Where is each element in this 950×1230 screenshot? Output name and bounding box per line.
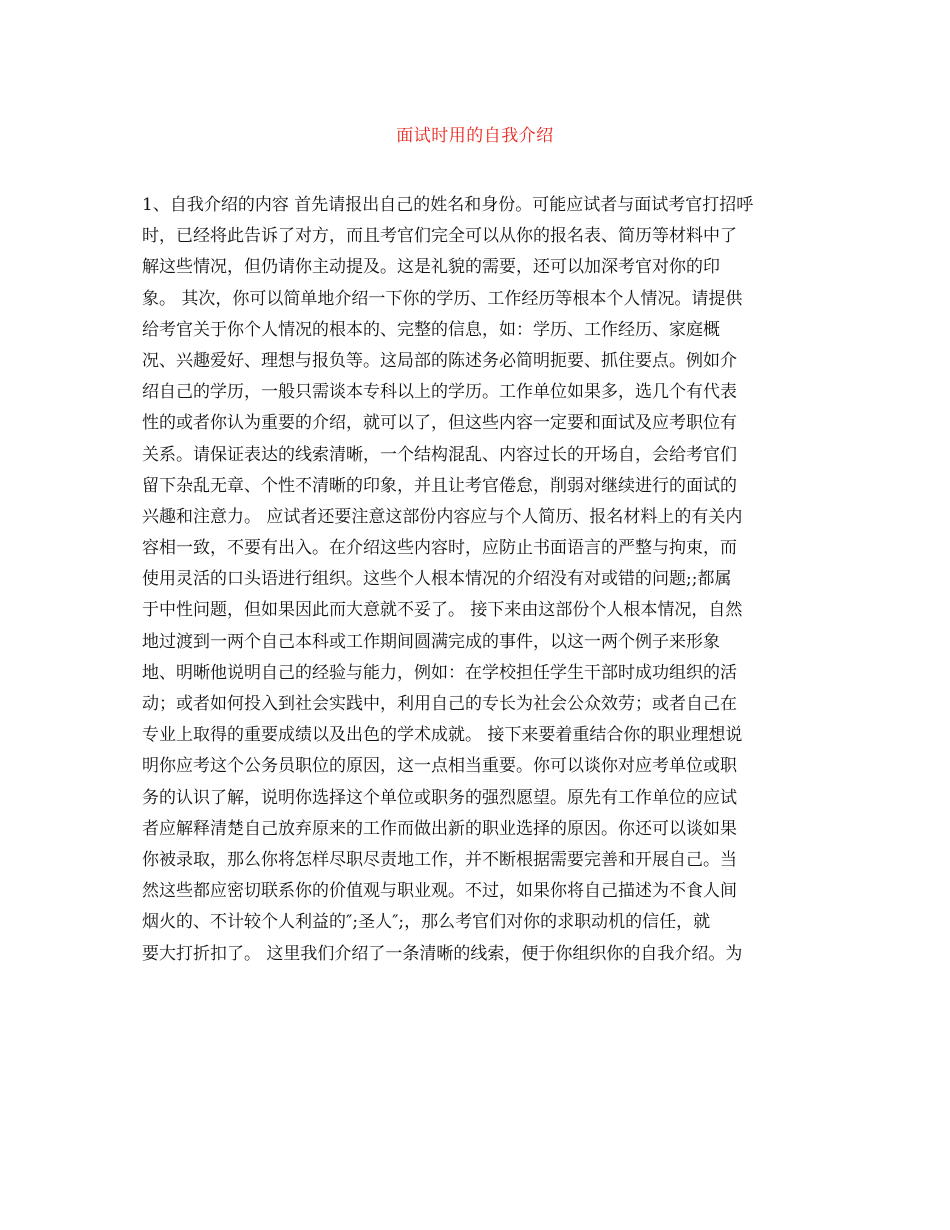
- body-line: 地过渡到一两个自己本科或工作期间圆满完成的事件，以这一两个例子来形象: [142, 631, 720, 652]
- body-line: 者应解释清楚自己放弃原来的工作而做出新的职业选择的原因。你还可以谈如果: [142, 818, 737, 839]
- body-line: 性的或者你认为重要的介绍，就可以了，但这些内容一定要和面试及应考职位有: [142, 413, 737, 434]
- page-title: 面试时用的自我介绍: [396, 126, 554, 146]
- body-line: 留下杂乱无章、个性不清晰的印象，并且让考官倦怠，削弱对继续进行的面试的: [142, 475, 737, 496]
- body-line: 使用灵活的口头语进行组织。这些个人根本情况的介绍没有对或错的问题;;都属: [142, 569, 732, 590]
- body-line: 况、兴趣爱好、理想与报负等。这局部的陈述务必简明扼要、抓住要点。例如介: [142, 350, 737, 371]
- body-line: 动；或者如何投入到社会实践中，利用自己的专长为社会公众效劳；或者自己在: [142, 694, 737, 714]
- body-line: 解这些情况，但仍请你主动提及。这是礼貌的需要，还可以加深考官对你的印: [142, 257, 720, 278]
- body-line: 关系。请保证表达的线索清晰，一个结构混乱、内容过长的开场自，会给考官们: [142, 444, 737, 465]
- body-line: 兴趣和注意力。 应试者还要注意这部份内容应与个人简历、报名材料上的有关内: [142, 506, 743, 527]
- body-line: 明你应考这个公务员职位的原因，这一点相当重要。你可以谈你对应考单位或职: [142, 756, 737, 777]
- body-line: 然这些都应密切联系你的价值观与职业观。不过，如果你将自己描述为不食人间: [142, 881, 737, 902]
- body-line: 绍自己的学历，一般只需谈本专科以上的学历。工作单位如果多，选几个有代表: [142, 382, 737, 403]
- body-line: 要大打折扣了。 这里我们介绍了一条清晰的线索，便于你组织你的自我介绍。为: [142, 943, 743, 964]
- body-line: 象。 其次，你可以简单地介绍一下你的学历、工作经历等根本个人情况。请提供: [142, 288, 743, 309]
- body-line: 烟火的、不计较个人利益的″;圣人″;，那么考官们对你的求职动机的信任，就: [142, 912, 711, 933]
- body-line: 专业上取得的重要成绩以及出色的学术成就。 接下来要着重结合你的职业理想说: [142, 725, 743, 746]
- body-line: 时，已经将此告诉了对方，而且考官们完全可以从你的报名表、简历等材料中了: [142, 226, 737, 247]
- body-line: 容相一致，不要有出入。在介绍这些内容时，应防止书面语言的严整与拘束，而: [142, 538, 737, 559]
- body-line: 于中性问题，但如果因此而大意就不妥了。 接下来由这部份个人根本情况，自然: [142, 600, 743, 621]
- body-line: 地、明晰他说明自己的经验与能力，例如：在学校担任学生干部时成功组织的活: [142, 662, 737, 683]
- body-line: 你被录取，那么你将怎样尽职尽责地工作，并不断根据需要完善和开展自己。当: [142, 849, 737, 870]
- body-line: 务的认识了解，说明你选择这个单位或职务的强烈愿望。原先有工作单位的应试: [142, 787, 737, 808]
- body-line: 给考官关于你个人情况的根本的、完整的信息，如：学历、工作经历、家庭概: [142, 319, 720, 340]
- body-text: [142, 190, 810, 970]
- body-line: 1、自我介绍的内容 首先请报出自己的姓名和身份。可能应试者与面试考官打招呼: [142, 195, 754, 215]
